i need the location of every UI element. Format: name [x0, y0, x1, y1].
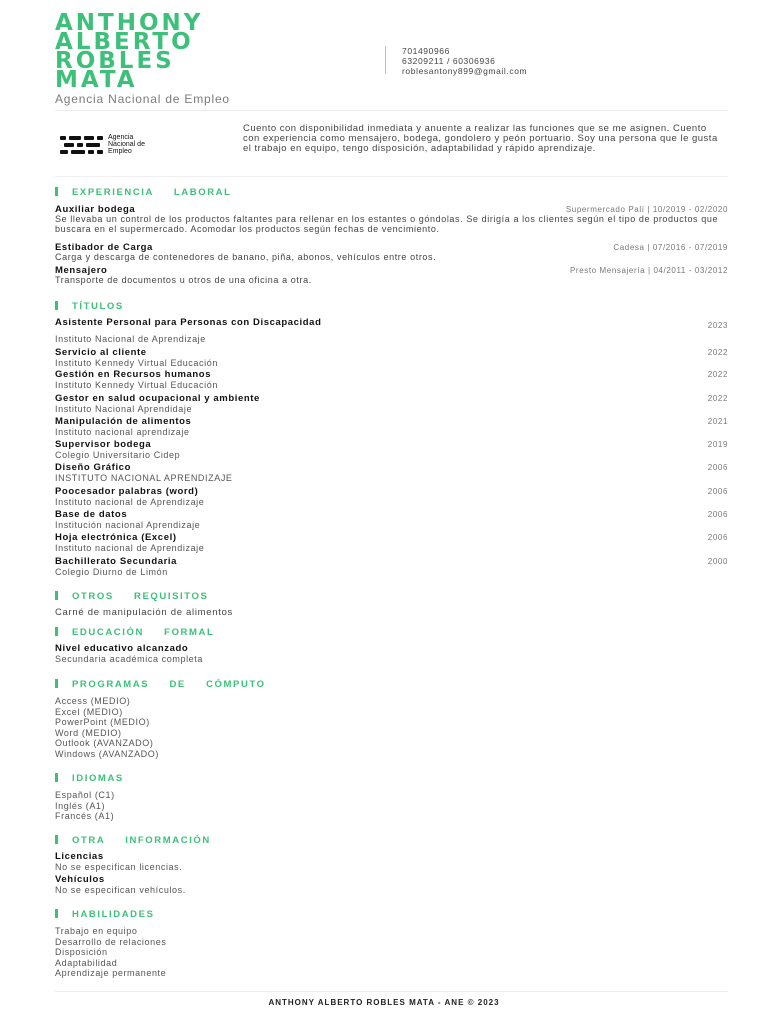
name-line: ANTHONY	[55, 10, 204, 36]
title-institution: Instituto nacional aprendizaje	[55, 427, 190, 437]
section-marker	[55, 301, 58, 310]
title-name: Asistente Personal para Personas con Discapacidad	[55, 317, 322, 328]
title-institution: Instituto Kennedy Virtual Educación	[55, 358, 218, 368]
info-title: Licencias	[55, 851, 104, 862]
section-marker	[55, 835, 58, 844]
phone-primary: 701490966	[402, 46, 450, 56]
section-marker	[55, 909, 58, 918]
software-item: Windows (AVANZADO)	[55, 748, 159, 759]
phone-secondary: 63209211 / 60306936	[402, 56, 496, 66]
title-year: 2006	[707, 487, 728, 496]
info-value: No se especifican licencias.	[55, 862, 183, 872]
title-name: Gestión en Recursos humanos	[55, 369, 212, 380]
name-line: ALBERTO	[55, 29, 194, 55]
language-item: Francés (A1)	[55, 811, 115, 821]
job-meta: Supermercado Palí | 10/2019 - 02/2020	[565, 205, 728, 214]
title-year: 2022	[707, 348, 728, 357]
job-title: Mensajero	[55, 265, 108, 276]
title-year: 2006	[707, 510, 728, 519]
logo-mark-icon	[60, 136, 104, 154]
job-description: Carga y descarga de contenedores de banano, piña, abonos, vehículos entre otros.	[55, 252, 437, 262]
section-marker	[55, 627, 58, 636]
candidate-name	[55, 10, 355, 93]
title-year: 2019	[707, 440, 728, 449]
title-institution: INSTITUTO NACIONAL APRENDIZAJE	[55, 473, 233, 483]
software-item: Access (MEDIO)	[55, 696, 131, 706]
logo-text: Agencia Nacional de Empleo	[108, 134, 145, 155]
contact-divider	[385, 46, 386, 74]
profile-summary: Cuento con disponibilidad inmediata y anuente a realizar las funciones que se me asignen. Cuento con experiencia como mensajero, bodega, gondolero y peón portuario. Soy una persona que le gusta el trabajo en equipo, tengo disposición, adaptabilidad y rápido aprendizaje.	[243, 123, 718, 154]
agency-subtitle: Agencia Nacional de Empleo	[55, 92, 230, 106]
education-title: Nivel educativo alcanzado	[55, 643, 189, 654]
section-skills-title: HABILIDADES	[55, 909, 155, 920]
name-line: MATA	[55, 67, 138, 93]
section-marker	[55, 591, 58, 600]
info-title: Vehículos	[55, 874, 105, 885]
job-meta: Presto Mensajería | 04/2011 - 03/2012	[570, 266, 728, 275]
title-institution: Instituto nacional de Aprendizaje	[55, 543, 205, 553]
job-description: Se llevaba un control de los productos faltantes para rellenar en los estantes o góndolas. Se dirigía a los clientes según el tipo de productos que buscara en el supermercado. Acomodar los productos según fechas de vencimiento.	[55, 214, 719, 234]
requirement-item: Carné de manipulación de alimentos	[55, 607, 234, 618]
section-marker	[55, 187, 58, 196]
title-institution: Colegio Universitario Cidep	[55, 450, 181, 460]
title-name: Servicio al cliente	[55, 347, 147, 358]
job-title: Auxiliar bodega	[55, 204, 136, 215]
job-title: Estibador de Carga	[55, 242, 153, 253]
title-year: 2022	[707, 370, 728, 379]
name-line: ROBLES	[55, 48, 175, 74]
email-address[interactable]: roblesantony899@gmail.com	[402, 66, 528, 76]
title-year: 2006	[707, 533, 728, 542]
page-footer: ANTHONY ALBERTO ROBLES MATA - ANE © 2023	[268, 998, 500, 1007]
education-value: Secundaria académica completa	[55, 654, 203, 664]
title-name: Hoja electrónica (Excel)	[55, 532, 177, 543]
title-name: Diseño Gráfico	[55, 462, 131, 473]
software-item: Excel (MEDIO)	[55, 706, 123, 717]
title-name: Poocesador palabras (word)	[55, 486, 199, 497]
title-institution: Institución nacional Aprendizaje	[55, 520, 201, 530]
software-item: Outlook (AVANZADO)	[55, 738, 154, 748]
contact-info	[402, 46, 527, 76]
section-other-requirements-title: OTROS REQUISITOS	[55, 591, 208, 602]
section-languages-title: IDIOMAS	[55, 773, 124, 784]
ane-logo	[60, 134, 190, 158]
skill-item: Adaptabilidad	[55, 957, 118, 968]
title-name: Manipulación de alimentos	[55, 416, 192, 427]
language-item: Inglés (A1)	[55, 800, 106, 811]
title-year: 2000	[707, 557, 728, 566]
section-software-title: PROGRAMAS DE CÓMPUTO	[55, 679, 266, 690]
title-institution: Instituto Kennedy Virtual Educación	[55, 380, 218, 390]
language-item: Español (C1)	[55, 790, 115, 800]
skill-item: Trabajo en equipo	[55, 926, 138, 936]
software-item: PowerPoint (MEDIO)	[55, 717, 150, 727]
section-education-title: EDUCACIÓN FORMAL	[55, 627, 214, 638]
skill-item: Aprendizaje permanente	[55, 968, 167, 978]
section-titles-title: TÍTULOS	[55, 301, 124, 312]
title-name: Base de datos	[55, 509, 128, 520]
title-name: Gestor en salud ocupacional y ambiente	[55, 393, 260, 404]
title-year: 2006	[707, 463, 728, 472]
title-year: 2021	[707, 417, 728, 426]
job-description: Transporte de documentos u otros de una oficina a otra.	[55, 275, 312, 285]
header-divider	[55, 110, 728, 111]
title-name: Supervisor bodega	[55, 439, 152, 450]
job-meta: Cadesa | 07/2016 - 07/2019	[613, 243, 728, 252]
title-institution: Colegio Diurno de Limón	[55, 567, 168, 577]
summary-divider	[55, 176, 728, 177]
title-institution: Instituto Nacional de Aprendizaje	[55, 334, 206, 344]
title-year: 2022	[707, 394, 728, 403]
skill-item: Desarrollo de relaciones	[55, 936, 167, 947]
section-marker	[55, 679, 58, 688]
section-experience-title: EXPERIENCIA LABORAL	[55, 187, 232, 198]
title-year: 2023	[707, 321, 728, 330]
footer-divider	[55, 991, 728, 992]
software-item: Word (MEDIO)	[55, 727, 122, 738]
title-institution: Instituto Nacional Aprendidaje	[55, 404, 193, 414]
section-marker	[55, 773, 58, 782]
section-other-info-title: OTRA INFORMACIÓN	[55, 835, 211, 846]
info-value: No se especifican vehículos.	[55, 885, 186, 895]
title-institution: Instituto nacional de Aprendizaje	[55, 497, 205, 507]
title-name: Bachillerato Secundaria	[55, 556, 178, 567]
skill-item: Disposición	[55, 947, 108, 957]
